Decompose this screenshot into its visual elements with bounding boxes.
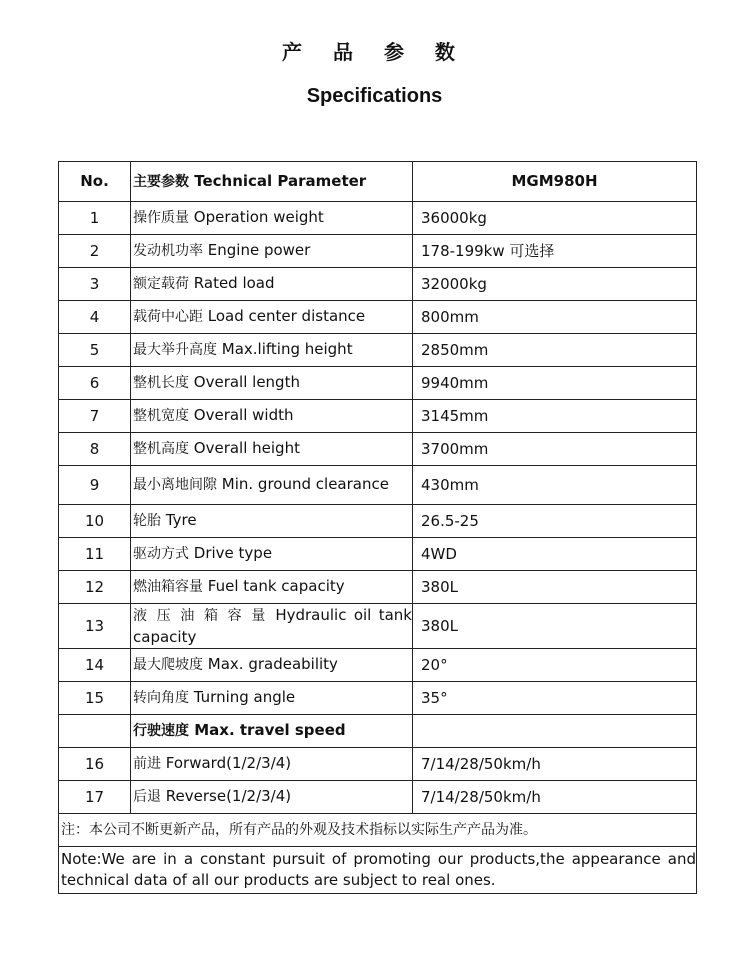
row-parameter-cn: 最大举升高度 xyxy=(133,342,217,358)
row-parameter-cn: 发动机功率 xyxy=(133,243,203,259)
row-no: 17 xyxy=(59,781,131,814)
row-value: 2850mm xyxy=(413,334,697,367)
row-parameter-cn: 后退 xyxy=(133,789,161,805)
table-row xyxy=(59,571,697,604)
row-no: 15 xyxy=(59,682,131,715)
row-parameter xyxy=(131,268,413,301)
note-english: Note:We are in a constant pursuit of promoting our products,the appearance and technical data of all our products are subject to real ones. xyxy=(59,847,697,894)
row-parameter xyxy=(131,202,413,235)
note-chinese: 注：本公司不断更新产品，所有产品的外观及技术指标以实际生产产品为准。 xyxy=(59,814,697,847)
row-value: 430mm xyxy=(413,466,697,505)
row-parameter xyxy=(131,505,413,538)
row-value: 26.5-25 xyxy=(413,505,697,538)
table-row xyxy=(59,268,697,301)
row-parameter-en: Reverse(1/2/3/4) xyxy=(165,787,292,805)
table-row xyxy=(59,682,697,715)
row-parameter-cn: 前进 xyxy=(133,756,161,772)
row-no: 13 xyxy=(59,604,131,649)
row-parameter-en: Operation weight xyxy=(193,208,324,226)
table-row xyxy=(59,604,697,649)
row-no: 9 xyxy=(59,466,131,505)
row-parameter-cn: 最小离地间隙 xyxy=(133,477,217,493)
row-no: 7 xyxy=(59,400,131,433)
row-parameter-cn: 整机长度 xyxy=(133,375,189,391)
row-parameter xyxy=(131,538,413,571)
row-no: 14 xyxy=(59,649,131,682)
row-parameter-en: Fuel tank capacity xyxy=(207,577,345,595)
row-parameter xyxy=(131,367,413,400)
row-parameter-en: Max.lifting height xyxy=(221,340,353,358)
header-no: No. xyxy=(59,162,131,202)
row-parameter-cn: 载荷中心距 xyxy=(133,309,203,325)
row-no: 5 xyxy=(59,334,131,367)
note-row-english xyxy=(59,847,697,894)
row-parameter-en: Overall length xyxy=(193,373,300,391)
row-no: 11 xyxy=(59,538,131,571)
row-parameter-en: Hydraulic oil tank capacity xyxy=(133,605,412,646)
row-parameter-en: Rated load xyxy=(193,274,275,292)
table-row xyxy=(59,334,697,367)
row-parameter-cn: 操作质量 xyxy=(133,210,189,226)
section-row-travel-speed xyxy=(59,715,697,748)
table-row xyxy=(59,235,697,268)
row-no: 16 xyxy=(59,748,131,781)
specifications-table xyxy=(58,161,697,894)
row-parameter-en: Overall height xyxy=(193,439,300,457)
row-value: 3700mm xyxy=(413,433,697,466)
row-value: 178-199kw 可选择 xyxy=(413,235,697,268)
table-row xyxy=(59,538,697,571)
row-no: 3 xyxy=(59,268,131,301)
table-row xyxy=(59,748,697,781)
row-parameter-en: Overall width xyxy=(193,406,294,424)
row-value: 7/14/28/50km/h xyxy=(413,748,697,781)
row-no: 10 xyxy=(59,505,131,538)
table-row xyxy=(59,301,697,334)
row-parameter xyxy=(131,433,413,466)
row-parameter-cn: 驱动方式 xyxy=(133,546,189,562)
row-parameter xyxy=(131,571,413,604)
row-parameter-cn: 轮胎 xyxy=(133,513,161,529)
table-row xyxy=(59,202,697,235)
row-value: 36000kg xyxy=(413,202,697,235)
row-no: 12 xyxy=(59,571,131,604)
row-parameter-en: Forward(1/2/3/4) xyxy=(165,754,292,772)
row-value: 32000kg xyxy=(413,268,697,301)
note-row-chinese xyxy=(59,814,697,847)
row-parameter xyxy=(131,682,413,715)
header-parameter-en: Technical Parameter xyxy=(194,171,367,190)
row-no: 8 xyxy=(59,433,131,466)
row-parameter-en: Load center distance xyxy=(207,307,366,325)
row-parameter-en: Min. ground clearance xyxy=(221,475,389,493)
row-parameter-cn: 燃油箱容量 xyxy=(133,579,203,595)
row-parameter-en: Drive type xyxy=(193,544,273,562)
table-row xyxy=(59,400,697,433)
row-parameter xyxy=(131,400,413,433)
row-parameter-cn: 转向角度 xyxy=(133,690,189,706)
table-row xyxy=(59,367,697,400)
row-parameter xyxy=(131,466,413,505)
row-parameter xyxy=(131,235,413,268)
section-no-empty xyxy=(59,715,131,748)
row-parameter-cn: 液 压 油 箱 容 量 xyxy=(133,607,268,624)
header-model: MGM980H xyxy=(413,162,697,202)
row-no: 4 xyxy=(59,301,131,334)
row-parameter xyxy=(131,604,413,649)
row-value: 7/14/28/50km/h xyxy=(413,781,697,814)
table-header-row xyxy=(59,162,697,202)
page-title-english: Specifications xyxy=(306,85,443,107)
row-parameter-en: Max. gradeability xyxy=(207,655,338,673)
row-parameter-cn: 额定载荷 xyxy=(133,276,189,292)
row-parameter-en: Tyre xyxy=(165,511,197,529)
table-row xyxy=(59,505,697,538)
section-title-en: Max. travel speed xyxy=(194,721,346,739)
row-parameter-cn: 整机高度 xyxy=(133,441,189,457)
row-value: 380L xyxy=(413,604,697,649)
section-value-empty xyxy=(413,715,697,748)
row-value: 380L xyxy=(413,571,697,604)
row-value: 9940mm xyxy=(413,367,697,400)
row-parameter-en: Engine power xyxy=(207,241,311,259)
row-no: 6 xyxy=(59,367,131,400)
row-parameter-cn: 最大爬坡度 xyxy=(133,657,203,673)
page-title-chinese: 产 品 参 数 xyxy=(282,40,467,64)
row-value: 3145mm xyxy=(413,400,697,433)
row-no: 1 xyxy=(59,202,131,235)
table-row xyxy=(59,649,697,682)
section-title-cn: 行驶速度 xyxy=(133,723,189,739)
section-title xyxy=(131,715,413,748)
row-parameter xyxy=(131,334,413,367)
table-row xyxy=(59,433,697,466)
row-parameter-en: Turning angle xyxy=(193,688,296,706)
row-value: 4WD xyxy=(413,538,697,571)
row-value: 35° xyxy=(413,682,697,715)
row-value: 800mm xyxy=(413,301,697,334)
row-parameter xyxy=(131,649,413,682)
table-row xyxy=(59,781,697,814)
table-row xyxy=(59,466,697,505)
row-parameter xyxy=(131,748,413,781)
header-parameter xyxy=(131,162,413,202)
row-no: 2 xyxy=(59,235,131,268)
header-parameter-cn: 主要参数 xyxy=(133,173,189,190)
row-parameter xyxy=(131,301,413,334)
row-parameter xyxy=(131,781,413,814)
row-parameter-cn: 整机宽度 xyxy=(133,408,189,424)
row-value: 20° xyxy=(413,649,697,682)
